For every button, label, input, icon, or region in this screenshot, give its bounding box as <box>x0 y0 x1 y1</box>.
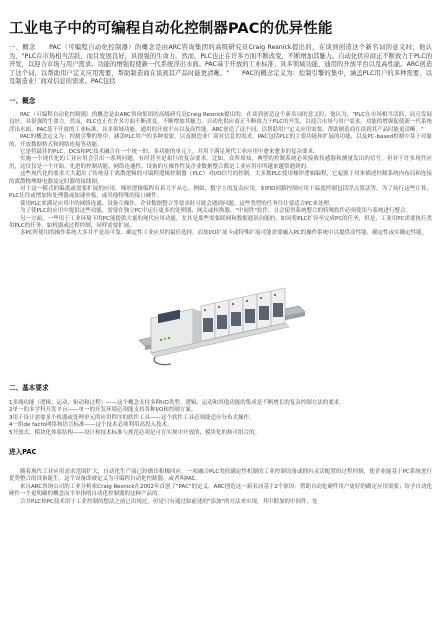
concept-paragraph-8: 为了使PLC的应用中提供这些功能，需要在独立PC中运行更多的处理器、网关或转换器、"中间件"软件，且会使得系统整合的特殊软件必须使用与系统进行整合。 <box>20 208 411 215</box>
concept-paragraph-4: 实施一个现代化的工业应用会引出一系列问题，有时甚至是艰巨的复杂要求。比如，众所周知，典型的控制系统必须接收传感器和测量发出的信号，但对于许多现代应用，这仅仅是一个开始。先进的控制功能、网络连通性、设备的互操作性及企业数据整合都是工业应用中所越来越常遇到的。 <box>9 156 432 170</box>
concept-paragraph-1: PAC（可编程自动化控制器）的概念是由ARC咨询集团的高级研究员Craig Resnick提出的，在谈到创造这个新名词的意义时，他认为，"PLC在市场相当活跃，而且发展良好，具很强的生命力。然而，PLC也正在许多方面不断改变，不断增加其魅力。自动化供应商正不断致力于PLC的开发，以迎合市场与用户需求。功能的增强促使新一代系统浮出水面。PAC基于开放的工业标准、具多领域功能、通用的开放平台以及高性能。ARC创造了这个词，以帮助用户定义应用需要，帮助制造商在谈到其产品时能更清晰。" <box>9 111 432 133</box>
section-requirements-title: 二、基本要求 <box>9 383 49 392</box>
enter-pac-paragraph-2: 来自ARC咨询公司的工业分析家Craig Resnick在2002年首创了"PAC"的定义。ARC创造这一新名词基于2个原因：帮助自动化硬件用户更好的确定应用需要；给予自动化硬件一个更明确的概念而不单指明自动化控制器的这种产品的。 <box>9 483 432 498</box>
document-title: 工业电子中的可编程自动化控制器PAC的优异性能 <box>9 21 333 37</box>
requirement-item-1: 1多域功能（逻辑、运动、驱动和过程）——这个概念支持多种I/O类型。逻辑、运动和其他功能的集成是不断增长的复杂控制方法的要求。 <box>9 399 345 406</box>
concept-paragraph-6: 对于这一模式的偏离或需要扩展的应用，梯形逻辑编程有着力不从心。例如，数字上的复杂应用，如PID回路控制应用于温度控制包括浮点算法等。为了执行这些计算，PLC往往或增加协处理器或加速单板，或其他特殊的接口硬件。 <box>9 186 432 200</box>
section-requirements <box>9 384 432 437</box>
concept-paragraph-9: 另一方面，一些用于工业环境下的PC能提供大量的现代应用功能，尤其是那些需要联网和数据通讯功能的。如同将PLC扩容至完成PC的任务，但是，工业用PC需要执行类似PLC的任务，如机器或过程控制，同样需要扩展。 <box>9 215 432 230</box>
concept-paragraph-7: 使用PLC来满足应用中的网络连通、设备互操作、企业数据整合等要求时可能会遇到问题。这些类型的任务往往要适合PC来处理。 <box>20 200 335 207</box>
intro-paragraph: 一、概念 PAC（可编程自动化控制器）的概念是由ARC咨询集团的高级研究员Craig Resnick提出的，在谈到创造这个新名词的意义时，他认为，"PLC在市场相当活跃，而且发展良好，具很强的生命力。然而，PLC也正在许多方面不断改变，不断增加其魅力。自动化供应商正不断致力于PLC的开发，以迎合市场与用户需求。功能的增强促使新一代系统浮出水面。PAC基于开放的工业标准、具多领域功能、通用的开放平台以及高性能。ARC创造了这个词，以帮助用户定义应用需要，帮助制造商在谈到其产品时能更清晰。" PAC的概念定义为：控制引擎的集中，涵盖PLC用户的多种需要，以及制造业厂商对信息的需求。PAC包括 <box>9 44 432 86</box>
concept-paragraph-3: 它是将最佳的PLC，DCS和PC技术融合在一个统一的、多功能的单元上，并用于满足现代工业应用中愈来愈多的复杂要求。 <box>20 149 319 155</box>
requirement-item-3: 3用于设计需要多个机器或处理单元的应用程序的软件工具——这个软件工具必须能适应分布式操作。 <box>9 414 255 421</box>
section-enter-pac <box>9 448 432 506</box>
requirement-item-4: 4一组de facto网络和语言标准——这个技术必须利用高投入技术。 <box>9 422 173 429</box>
section-enter-pac-title: 进入PAC <box>9 447 37 456</box>
pac-hardware-photo <box>131 248 311 370</box>
requirement-item-2: 2单一的多学科开发平台——单一的开发环境必须能支持各种I/O和控制方案。 <box>9 407 197 414</box>
concept-paragraph-5: 这些现代化的要求大大超出了传统基于离散逻辑的可编程逻辑控制器（PLC）对I/O信号的控制。大多数PLC使用梯形逻辑编程，它起源于用来描述控制系统内布局和连接的离散物理继电器及定时器的接线图。 <box>9 171 432 185</box>
concept-paragraph-2: PAC的概念定义为：控制引擎的集中，涵盖PLC用户的多种需要，以及制造业厂商对信息的需求。PAC包括PLC的主要功能和扩展的功能，以及PC-based控制中基于对象的、开放数据格式和网络连接等功能。 <box>9 134 432 148</box>
enter-pac-paragraph-1: 随着现代工业应用需求范围扩大，自动化生产商已经做出积极回应，一项融合PLC类似确定性机制的工业控制设备或拥有灵活配置的过程控制，使企业能基于PC系统进行优势整合的设备诞生。这个设备即被定义为可编程自动化控制器，或者叫PAC。 <box>9 468 432 483</box>
requirement-item-5: 5开放式、模块化体系结构——设计和技术标准与规范必须是可在实现中开放的、模块化的和可组合的。 <box>9 429 261 436</box>
section-concept-title: 一、概念 <box>9 96 36 105</box>
enter-pac-paragraph-3: 合并PLC和PC技术用于工业控制的想法之前已出现过，但是只有通过如前述的"添加"的方法来实现，其中附加的中间件，处 <box>20 498 318 505</box>
section-concept <box>9 97 432 238</box>
concept-paragraph-10: 多PC所使用的操作系统大多并不是高可靠、确定性工业应用的最佳选择，而加I/O扩展卡或特殊扩展可能需要融入PC的操作系统中以提供高性能、确定性或实确定性能。 <box>20 230 428 237</box>
